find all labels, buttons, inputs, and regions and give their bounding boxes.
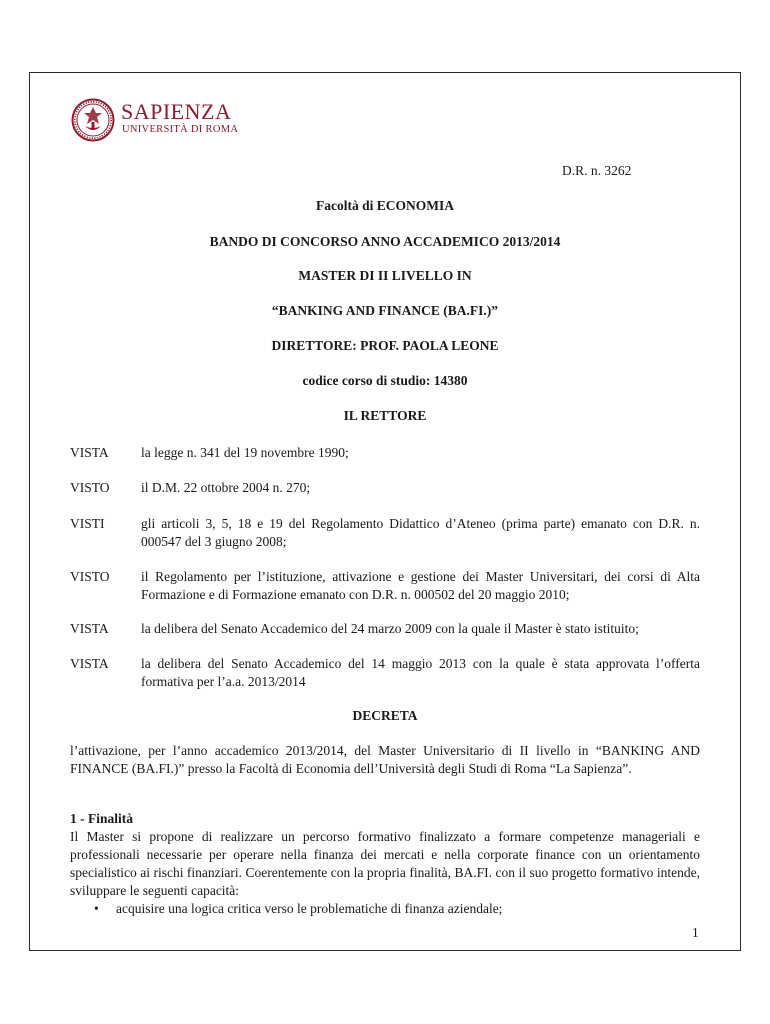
consideration-key: VISTO <box>70 480 110 495</box>
call-title: BANDO DI CONCORSO ANNO ACCADEMICO 2013/2014 <box>209 234 561 249</box>
consideration-text: la delibera del Senato Accademico del 24 marzo 2009 con la quale il Master è stato istituito; <box>141 621 639 636</box>
consideration-key: VISTO <box>70 569 110 584</box>
consideration-key: VISTA <box>70 621 109 636</box>
decree-number: D.R. n. 3262 <box>562 163 632 178</box>
bullet-item <box>94 900 502 918</box>
faculty-title: Facoltà di ECONOMIA <box>316 198 454 213</box>
decree-text: l’attivazione, per l’anno accademico 2013/2014, del Master Universitario di II livello in “BANKING AND FINANCE (BA.FI.)” presso la Facoltà di Economia dell’Università degli Studi di Roma “La Sapienza”. <box>70 743 700 776</box>
logo-name: SAPIENZA <box>121 99 232 124</box>
master-level-title: MASTER DI II LIVELLO IN <box>298 268 472 283</box>
logo-subtitle: UNIVERSITÀ DI ROMA <box>122 124 239 135</box>
section-text: Il Master si propone di realizzare un percorso formativo finalizzato a formare competenze manageriali e professionali necessarie per operare nella finanza dei mercati e nella corporate finance con un orientamento specialistico ai rischi finanziari. Coerentemente con la propria finalità, BA.FI. con il suo progetto formativo intende, sviluppare le seguenti capacità: <box>70 829 700 898</box>
consideration-text: gli articoli 3, 5, 18 e 19 del Regolamento Didattico d’Ateneo (prima parte) emanato con D.R. n. 000547 del 3 giugno 2008; <box>141 516 700 549</box>
page-number: 1 <box>692 925 699 940</box>
consideration-text: il D.M. 22 ottobre 2004 n. 270; <box>141 480 311 495</box>
consideration-text: la legge n. 341 del 19 novembre 1990; <box>141 445 349 460</box>
course-code-title: codice corso di studio: 14380 <box>302 373 468 388</box>
bullet-icon: • <box>94 901 99 916</box>
rector-title: IL RETTORE <box>343 408 427 423</box>
consideration-key: VISTA <box>70 656 109 671</box>
master-name-title: “BANKING AND FINANCE (BA.FI.)” <box>271 303 499 318</box>
section-title: 1 - Finalità <box>70 811 133 826</box>
decree-heading: DECRETA <box>352 708 418 723</box>
director-title: DIRETTORE: PROF. PAOLA LEONE <box>271 338 499 353</box>
sapienza-seal-icon <box>71 98 115 142</box>
consideration-key: VISTI <box>70 516 105 531</box>
bullet-text: acquisire una logica critica verso le problematiche di finanza aziendale; <box>116 901 503 916</box>
consideration-text: il Regolamento per l’istituzione, attivazione e gestione dei Master Universitari, dei corsi di Alta Formazione e di Formazione emanato con D.R. n. 000502 del 20 maggio 2010; <box>141 569 700 602</box>
consideration-text: la delibera del Senato Accademico del 14 maggio 2013 con la quale è stata approvata l’offerta formativa per l’a.a. 2013/2014 <box>141 656 700 689</box>
consideration-key: VISTA <box>70 445 109 460</box>
